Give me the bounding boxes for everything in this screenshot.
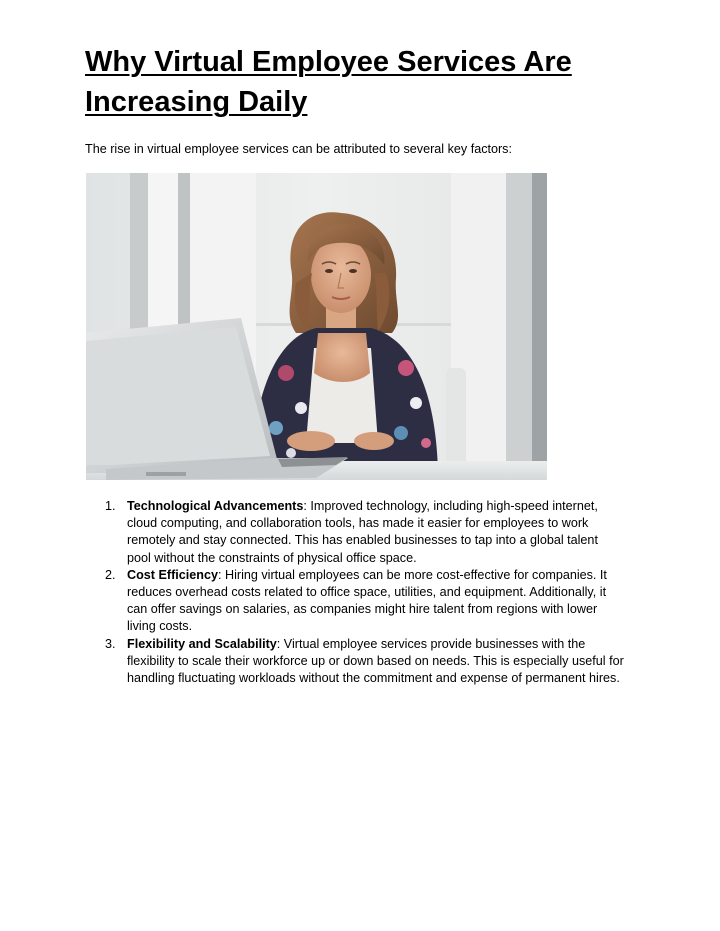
factors-list <box>85 498 625 687</box>
list-item <box>85 636 625 688</box>
intro-paragraph: The rise in virtual employee services can be attributed to several key factors: <box>85 142 512 156</box>
factor-term: Flexibility and Scalability <box>127 636 277 651</box>
factor-description: : Hiring virtual employees can be more cost-effective for companies. It reduces overhead costs related to office space, utilities, and equipment. Additionally, it can offer savings on salaries, as companies might hire talent from regions with lower living costs. <box>127 567 607 634</box>
factor-description: : Improved technology, including high-speed internet, cloud computing, and collaboration tools, has made it easier for employees to work remotely and stay connected. This has enabled businesses to tap into a global talent pool without the constraints of physical office space. <box>127 499 598 565</box>
list-item <box>85 498 625 567</box>
woman-laptop-photo <box>86 173 547 480</box>
list-number: 2. <box>105 567 116 582</box>
factor-term: Cost Efficiency <box>127 567 218 582</box>
list-item <box>85 567 625 636</box>
factor-term: Technological Advancements <box>127 499 304 513</box>
page-title: Why Virtual Employee Services Are Increasing Daily <box>85 46 572 118</box>
factor-description: : Virtual employee services provide businesses with the flexibility to scale their workforce up or down based on needs. This is especially useful for handling fluctuating workloads without the commitment and expense of permanent hires. <box>127 636 624 686</box>
list-number: 3. <box>105 636 116 651</box>
list-number: 1. <box>105 499 116 513</box>
